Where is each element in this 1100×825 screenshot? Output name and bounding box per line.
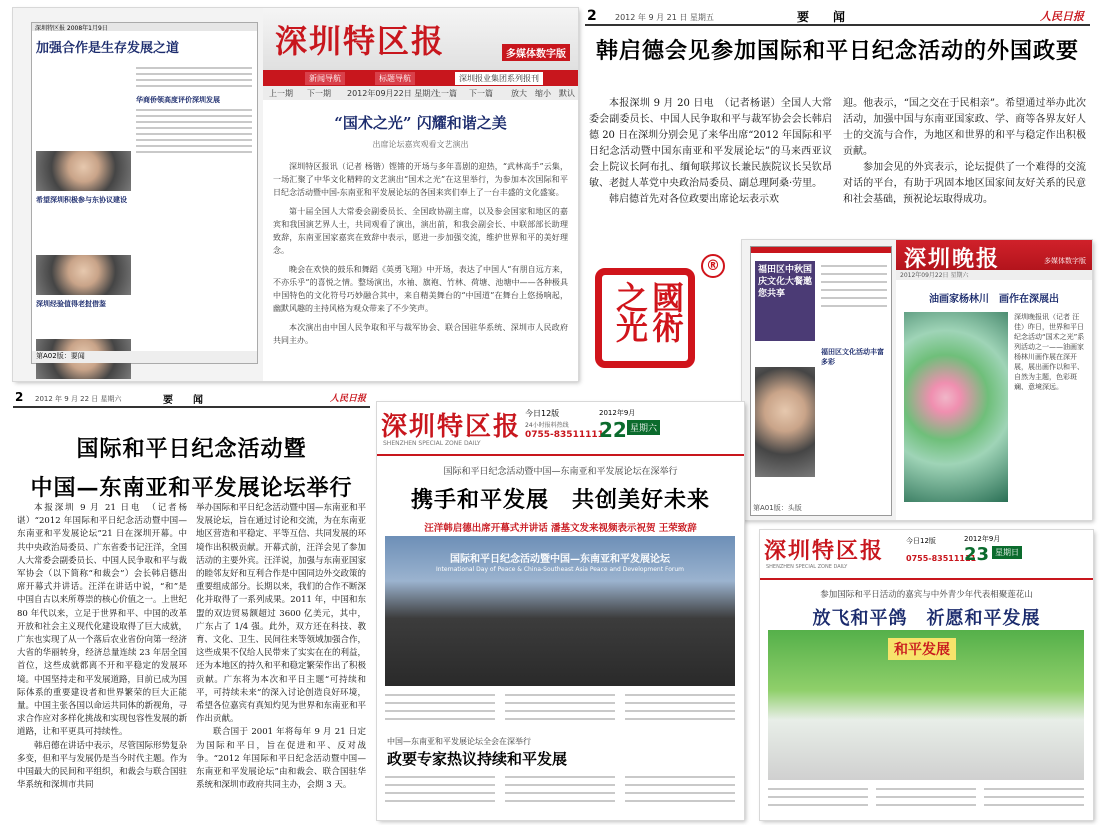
article-para-1: 深圳特区报讯（记者 杨锴）铿锵的开场与多年喜剧的迎热，“武林高手”云集，一场汇聚了中华文化精粹的文艺演出“国术之光”在这里举行，为参加本次国际和平日纪念活动暨中国-东南亚和平发展论坛的各国来宾们奉上了一台丰盛的文化盛宴。 — [273, 162, 568, 197]
clip-sztqb-digital — [13, 8, 578, 381]
paper-date: 深圳特区报 2008年1月9日 — [32, 23, 257, 31]
event-banner: 和平发展 — [888, 638, 956, 660]
weekday: 星期日 — [992, 546, 1022, 559]
paper-headline: 加强合作是生存发展之道 — [36, 41, 180, 56]
registered-mark: ® — [701, 254, 725, 278]
oil-painting-photo — [904, 312, 1008, 502]
zoom-default-button[interactable]: 默认 — [559, 89, 575, 98]
article-para-2: 第十届全国人大常委会副委员长、全国政协副主席，以及参会国家和地区的嘉宾和我国演艺界人士，共同观看了演出，演出前，和我会副会长、中联部部长助理致辞，东南亚国家嘉宾在致辞中表示，愿进一步加强交流，维护世界和平的美好理念。 — [273, 207, 568, 255]
kicker: 参加国际和平日活动的嘉宾与中外青少年代表相聚莲花山 — [820, 590, 1033, 600]
article-subhead: 出席论坛嘉宾观看文艺演出 — [372, 140, 469, 149]
clip-szwb-digital — [742, 240, 1092, 520]
year-month: 2012年9月 — [964, 535, 1001, 543]
kicker: 国际和平日纪念活动暨中国—东南亚和平发展论坛在深举行 — [443, 467, 678, 477]
body-col2b: 参加会见的外宾表示，论坛提供了一个难得的交流对话的平台，有助于巩固本地区国家间友好关系的民意和社会基础，预祝论坛取得成功。 — [843, 162, 1086, 205]
page-number: 2 — [15, 390, 24, 404]
forum-banner-en: International Day of Peace & China-Southeast Asia Peace and Development Forum — [435, 566, 685, 573]
weekday: 星期六 — [627, 420, 660, 435]
hotline-label: 24小时报料热线 — [525, 422, 569, 429]
headline-line-2: 中国—东南亚和平发展论坛举行 — [30, 475, 353, 501]
guoshu-logo-panel — [585, 232, 735, 382]
rmrb-logo: 人民日报 — [1040, 10, 1084, 23]
body-col2: 迎。他表示，“国之交在于民相亲”。希望通过举办此次活动，加强中国与东南亚国家政、学、商等各界友好人士的交流与合作，为地区和世界的和平与稳定作出积极贡献。 — [843, 98, 1086, 157]
forum-banner-cn: 国际和平日纪念活动暨中国—东南亚和平发展论坛 — [450, 554, 670, 565]
headline: 油画家杨林川 画作在深展出 — [929, 294, 1059, 305]
masthead: 深圳特区报 — [381, 412, 522, 442]
paper-subhead-2: 深圳经验值得老挝借鉴 — [36, 300, 106, 308]
article-headline: “国术之光” 闪耀和谐之美 — [334, 114, 507, 132]
page-label: 第A02版：要闻 — [36, 352, 85, 360]
nav-news[interactable]: 新闻导航 — [305, 72, 345, 85]
rmrb-logo: 人民日报 — [329, 394, 366, 404]
group-nav-select[interactable]: 深圳报业集团系列报刊 — [455, 72, 543, 85]
hotline-number: 0755-83511111 — [906, 554, 977, 563]
guoshu-seal-logo — [595, 268, 695, 368]
edition-tag: 多媒体数字版 — [502, 44, 570, 61]
dove-release-photo — [768, 630, 1084, 780]
section-name: 要 闻 — [163, 395, 203, 406]
subhead: 汪洋韩启德出席开幕式并讲话 潘基文发来视频表示祝贺 王荣致辞 — [424, 523, 697, 534]
article-para-3: 晚会在欢快的鼓乐和舞蹈《英勇飞翔》中开场，表达了中国人“有朋自远方来，不亦乐乎”的喜悦之情。整场演出，水袖、旗袍、竹林、荷塘、池塘中——各种极具中国特色的文化符号巧妙融合其中，来自精美舞台的“中国道”在舞台上悠扬响起，幽默风趣的主持风格为观众带来了不少笑声。 — [273, 265, 568, 313]
body-col2b: 联合国于 2001 年将每年 9 月 21 日定为国际和平日，旨在促进和平、反对战争。“2012 年国际和平日纪念活动暨中国—东南亚和平发展论坛”由和裁会、联合国驻华系统和深圳市政府共同主办，会期 3 天。 — [196, 727, 366, 791]
headline: 放飞和平鸽 祈愿和平发展 — [812, 608, 1041, 629]
caption: 深圳晚报讯（记者 汪佳）昨日，世界和平日纪念活动“国术之光”系列活动之一——油画家杨林川画作展在深开展，展出画作以和平、自然为主题，色彩斑斓、意境深远。 — [1014, 313, 1085, 391]
paper-subhead-3: 华商侨领高度评价深圳发展 — [136, 96, 220, 104]
masthead: 深圳晚报 — [904, 246, 1001, 272]
issue-date: 2012年09月22日 星期六 — [347, 89, 439, 98]
clip-sztqb-0922 — [377, 402, 744, 820]
photo-portrait-2 — [36, 255, 131, 295]
next-article-link[interactable]: 下一篇 — [469, 89, 493, 98]
kicker-2: 中国—东南亚和平发展论坛全会在深举行 — [387, 737, 531, 746]
masthead-en: SHENZHEN SPECIAL ZONE DAILY — [766, 564, 848, 570]
body-col1b: 韩启德首先对各位政要出席论坛表示欢 — [609, 194, 779, 205]
article-para-4: 本次演出由中国人民争取和平与裁军协会、联合国驻华系统、深圳市人民政府共同主办。 — [273, 323, 568, 345]
headline-2: 政要专家热议持续和平发展 — [387, 750, 568, 768]
headline: 携手和平发展 共创美好未来 — [410, 487, 710, 513]
masthead-en: SHENZHEN SPECIAL ZONE DAILY — [383, 440, 481, 447]
paper-subhead-1: 希望深圳积极参与东协议建设 — [36, 196, 127, 204]
edition-count: 今日12版 — [906, 537, 936, 545]
left-head-1: 福田区中秋国庆文化大餐邀您共享 — [755, 261, 815, 341]
edition-tag: 多媒体数字版 — [1044, 257, 1086, 265]
body-col1: 本报深圳 9 月 21 日电 （记者杨谌）“2012 年国际和平日纪念活动暨中国—东南亚和平发展论坛”21 日在深圳开幕。中共中央政治局委员、广东省委书记汪洋，全国人大常委会副委员长、中国人民争取和平与裁军协会（以下简称“和裁会”）会长韩启德出席开幕式并讲话。汪洋在讲话中说，“和”是中国自古以来所尊崇的核心价值之一。上世纪 80 年代以来，立足于世界和平、中国的改革开放和社会主义现代化建设取得了巨大成就，广东也实现了从一个落后农业省份向第一经济大省的华丽转身，经济总量连续 23 年居全国首位，这些成就都离不开和平稳定的发展环境。中国坚持走和平发展道路，目前已成为国际体系的重要建设者和世界繁荣的巨大正能量。中国主张各国以命运共同体的新视角，寻求合作应对多样化挑战和实现包容性发展的新道路，让和平更具可持续性。 — [17, 503, 187, 738]
zoom-out-button[interactable]: 缩小 — [535, 89, 551, 98]
next-issue-link[interactable]: 下一期 — [307, 89, 331, 98]
day-number: 22 — [599, 418, 627, 442]
photo-portrait-1 — [36, 151, 131, 191]
clip-sztqb-0923 — [760, 530, 1093, 820]
issue-date: 2012 年 9 月 22 日 星期六 — [35, 395, 122, 403]
forum-group-photo — [385, 536, 735, 686]
masthead: 深圳特区报 — [275, 22, 446, 60]
guoshu-logo-text: 國術之光 — [611, 281, 685, 341]
day-number: 23 — [964, 544, 990, 565]
clip-rmrb-forum — [13, 390, 370, 822]
body-col2: 举办国际和平日纪念活动暨中国—东南亚和平发展论坛，旨在通过讨论和交流，为在东南亚地区营造和平稳定、平等互信、共同发展的环境作出积极贡献。开幕式前，汪洋会见了参加活动的主要外宾。汪洋说，加强与东南亚国家的睦邻友好和互利合作是中国同边外交政策的重要组成部分。长期以来，我们的合作不断深化并取得了一系列成果。2011 年，中国和东盟的双边贸易额超过 3600 亿美元，其中，广东占了 1/4 强。此外，双方还在科技、教育、文化、卫生、民间往来等领域加强合作，这些成果不仅给人民带来了实实在在的利益，还为本地区的持久和平和稳定繁荣作出了积极贡献。广东将为本次和平日主题“可持续和平，可持续未来”的深入讨论创造良好环境，希望各位嘉宾有真知灼见为世界和东南亚和平作出贡献。 — [196, 503, 366, 725]
headline: 韩启德会见参加国际和平日纪念活动的外国政要 — [595, 38, 1079, 64]
hotline-number: 0755-83511111 — [525, 430, 604, 440]
issue-date: 2012 年 9 月 21 日 星期五 — [615, 13, 714, 22]
headline-line-1: 国际和平日纪念活动暨 — [76, 436, 307, 462]
zoom-in-button[interactable]: 放大 — [511, 89, 527, 98]
left-head-2: 福田区文化活动丰富多彩 — [821, 348, 884, 366]
prev-issue-link[interactable]: 上一期 — [269, 89, 293, 98]
page-number: 2 — [587, 8, 597, 24]
photo-performer — [755, 367, 815, 477]
paper-thumbnail[interactable] — [31, 22, 258, 364]
page-label: 第A01版：头版 — [753, 504, 802, 512]
clip-rmrb-meeting — [585, 8, 1090, 223]
date-line: 2012年09月22日 星期六 — [896, 270, 1092, 280]
prev-article-link[interactable]: 上一篇 — [433, 89, 457, 98]
edition-count: 今日12版 — [525, 409, 560, 418]
masthead: 深圳特区报 — [764, 538, 885, 564]
year-month: 2012年9月 — [599, 409, 636, 417]
nav-titles[interactable]: 标题导航 — [375, 72, 415, 85]
body-col1: 本报深圳 9 月 20 日电 （记者杨谌）全国人大常委会副委员长、中国人民争取和平与裁军协会会长韩启德 20 日在深圳分别会见了来华出席“2012 年国际和平日纪念活动暨中国东南亚和平发展论坛”的马来西亚议会上院议长阿布扎、缅甸联邦议长兼民族院议长吴钦昂敏、老挝人革党中央政治局委员、副总理阿桑·劳里。 — [589, 98, 832, 189]
section-name: 要 闻 — [797, 10, 846, 24]
body-col1b: 韩启德在讲话中表示，尽管国际形势复杂多变，但和平与发展仍是当今时代主题。作为中国最大的民间和平组织，和裁会与联合国驻华系统和深圳市共同 — [17, 740, 187, 791]
